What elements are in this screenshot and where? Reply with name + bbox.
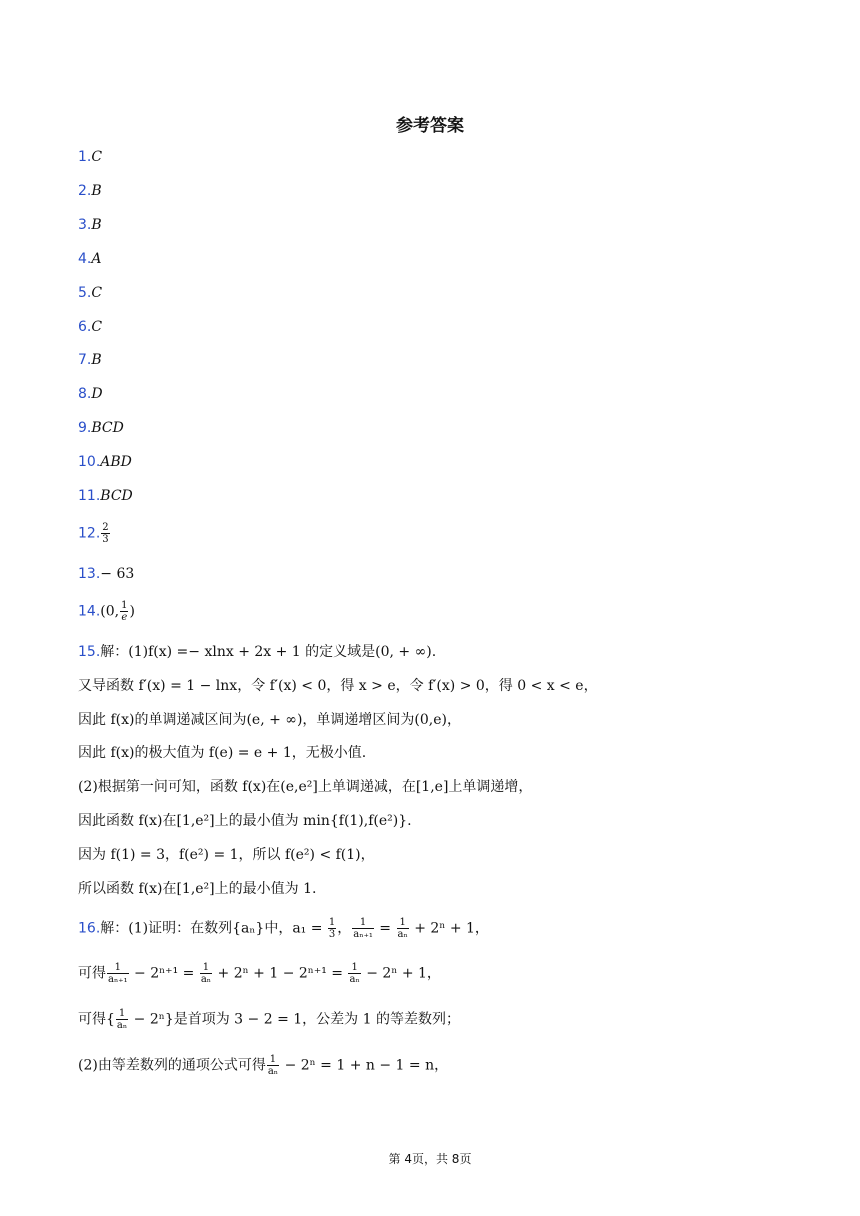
answer-value: A (91, 251, 102, 267)
solution-text: + 2ⁿ + 1， (409, 920, 489, 937)
solution-text: 解：(1)证明：在数列{aₙ}中，a₁ = (100, 920, 327, 937)
solution-text: − 2ⁿ = 1 + n − 1 = n， (280, 1057, 449, 1074)
answer-value: B (91, 352, 102, 368)
answer-2 (78, 182, 102, 200)
fraction-numerator: 1 (121, 600, 128, 611)
answer-value: C (91, 319, 103, 335)
solution-text: − 2ⁿ}是首项为 3 − 2 = 1，公差为 1 的等差数列； (129, 1011, 460, 1028)
answer-number: 9. (78, 420, 92, 436)
solution-15-line-3: 因此 f(x)的单调递减区间为(e, + ∞)，单调递增区间为(0,e)， (78, 712, 461, 728)
fraction (348, 962, 360, 985)
fraction-denominator: aₙ₊₁ (108, 974, 128, 985)
fraction (101, 522, 109, 545)
answer-number: 6. (78, 319, 92, 335)
answer-value: BCD (100, 488, 133, 504)
fraction (267, 1054, 279, 1077)
fraction-numerator: 1 (118, 1008, 126, 1019)
solution-15-line-7: 因为 f(1) = 3，f(e²) = 1，所以 f(e²) < f(1)， (78, 847, 375, 863)
answer-13 (78, 565, 134, 583)
fraction-denominator: aₙ (397, 929, 408, 940)
answer-number: 15. (78, 644, 101, 660)
answer-number: 10. (78, 454, 101, 470)
answer-6 (78, 318, 102, 336)
fraction-numerator: 1 (114, 962, 121, 973)
answer-number: 12. (78, 525, 101, 542)
answer-number: 1. (78, 149, 92, 165)
solution-text: 可得 (78, 965, 106, 982)
answer-14 (78, 600, 135, 623)
fraction-denominator: aₙ (116, 1020, 128, 1031)
solution-text: (2)由等差数列的通项公式可得 (78, 1057, 266, 1074)
fraction-numerator: 1 (202, 962, 210, 973)
fraction-denominator: 3 (102, 534, 109, 545)
fraction-numerator: 1 (359, 917, 367, 928)
answer-value: ABD (100, 454, 132, 470)
solution-15-line-6: 因此函数 f(x)在[1,e²]上的最小值为 min{f(1),f(e²)}. (78, 813, 412, 829)
solution-16-line-1 (78, 917, 778, 940)
answer-number: 8. (78, 386, 92, 402)
solution-text: − 2ⁿ⁺¹ = (129, 965, 199, 982)
fraction-denominator: e (121, 612, 128, 623)
solution-text: ， (337, 920, 352, 937)
answer-number: 2. (78, 183, 92, 199)
answer-12 (78, 522, 111, 545)
solution-text: = (374, 920, 396, 937)
fraction-denominator: aₙ (267, 1066, 279, 1077)
answer-5 (78, 284, 102, 302)
interval-open: (0, (100, 603, 120, 620)
solution-16-line-3 (78, 1008, 778, 1031)
fraction-numerator: 2 (102, 522, 109, 533)
solution-15-line-4: 因此 f(x)的极大值为 f(e) = e + 1，无极小值. (78, 745, 367, 761)
solution-15-line-2: 又导函数 f′(x) = 1 − lnx，令 f′(x) < 0，得 x > e，令 f′(x) > 0，得 0 < x < e， (78, 678, 598, 694)
answer-11 (78, 487, 133, 505)
solution-16-line-2 (78, 962, 778, 985)
solution-16-line-4 (78, 1054, 778, 1077)
answer-3 (78, 216, 102, 234)
answer-value: D (91, 386, 103, 402)
fraction (107, 962, 129, 985)
fraction-numerator: 1 (399, 917, 406, 928)
answer-value: C (91, 285, 103, 301)
fraction (352, 917, 374, 940)
answer-number: 16. (78, 920, 101, 937)
fraction (116, 1008, 128, 1031)
answer-number: 13. (78, 566, 101, 582)
answer-number: 4. (78, 251, 92, 267)
fraction-numerator: 1 (269, 1054, 277, 1065)
page-title: 参考答案 (396, 116, 464, 136)
answer-value: − 63 (100, 566, 135, 582)
answer-number: 11. (78, 488, 101, 504)
answer-number: 14. (78, 603, 101, 620)
answer-number: 7. (78, 352, 92, 368)
solution-text: − 2ⁿ + 1， (361, 965, 441, 982)
fraction-denominator: 3 (328, 929, 336, 940)
solution-15-line-5: (2)根据第一问可知，函数 f(x)在(e,e²]上单调递减，在[1,e]上单调递增， (78, 779, 533, 795)
answer-number: 5. (78, 285, 92, 301)
interval-close: ) (129, 603, 135, 620)
answer-1 (78, 148, 102, 166)
solution-text: 可得{ (78, 1011, 115, 1028)
fraction (200, 962, 212, 985)
fraction (120, 600, 128, 623)
fraction (397, 917, 409, 940)
fraction-denominator: aₙ₊₁ (353, 929, 373, 940)
answer-10 (78, 453, 132, 471)
solution-15-line-8: 所以函数 f(x)在[1,e²]上的最小值为 1. (78, 881, 317, 897)
fraction-numerator: 1 (328, 917, 336, 928)
solution-text: + 2ⁿ + 1 − 2ⁿ⁺¹ = (213, 965, 348, 982)
answer-8 (78, 385, 103, 403)
fraction-numerator: 1 (351, 962, 358, 973)
fraction-denominator: aₙ (349, 974, 360, 985)
solution-text: 解：(1)f(x) =− xlnx + 2x + 1 的定义域是(0, + ∞). (100, 644, 437, 660)
page-footer: 第 4页，共 8页 (388, 1152, 472, 1166)
fraction-denominator: aₙ (200, 974, 212, 985)
solution-15-line-1 (78, 643, 778, 661)
answer-value: BCD (91, 420, 124, 436)
answer-value: C (91, 149, 103, 165)
answer-4 (78, 250, 101, 268)
answer-7 (78, 351, 102, 369)
answer-9 (78, 419, 124, 437)
answer-value: B (91, 183, 102, 199)
answer-value: B (91, 217, 102, 233)
fraction (328, 917, 336, 940)
answer-number: 3. (78, 217, 92, 233)
